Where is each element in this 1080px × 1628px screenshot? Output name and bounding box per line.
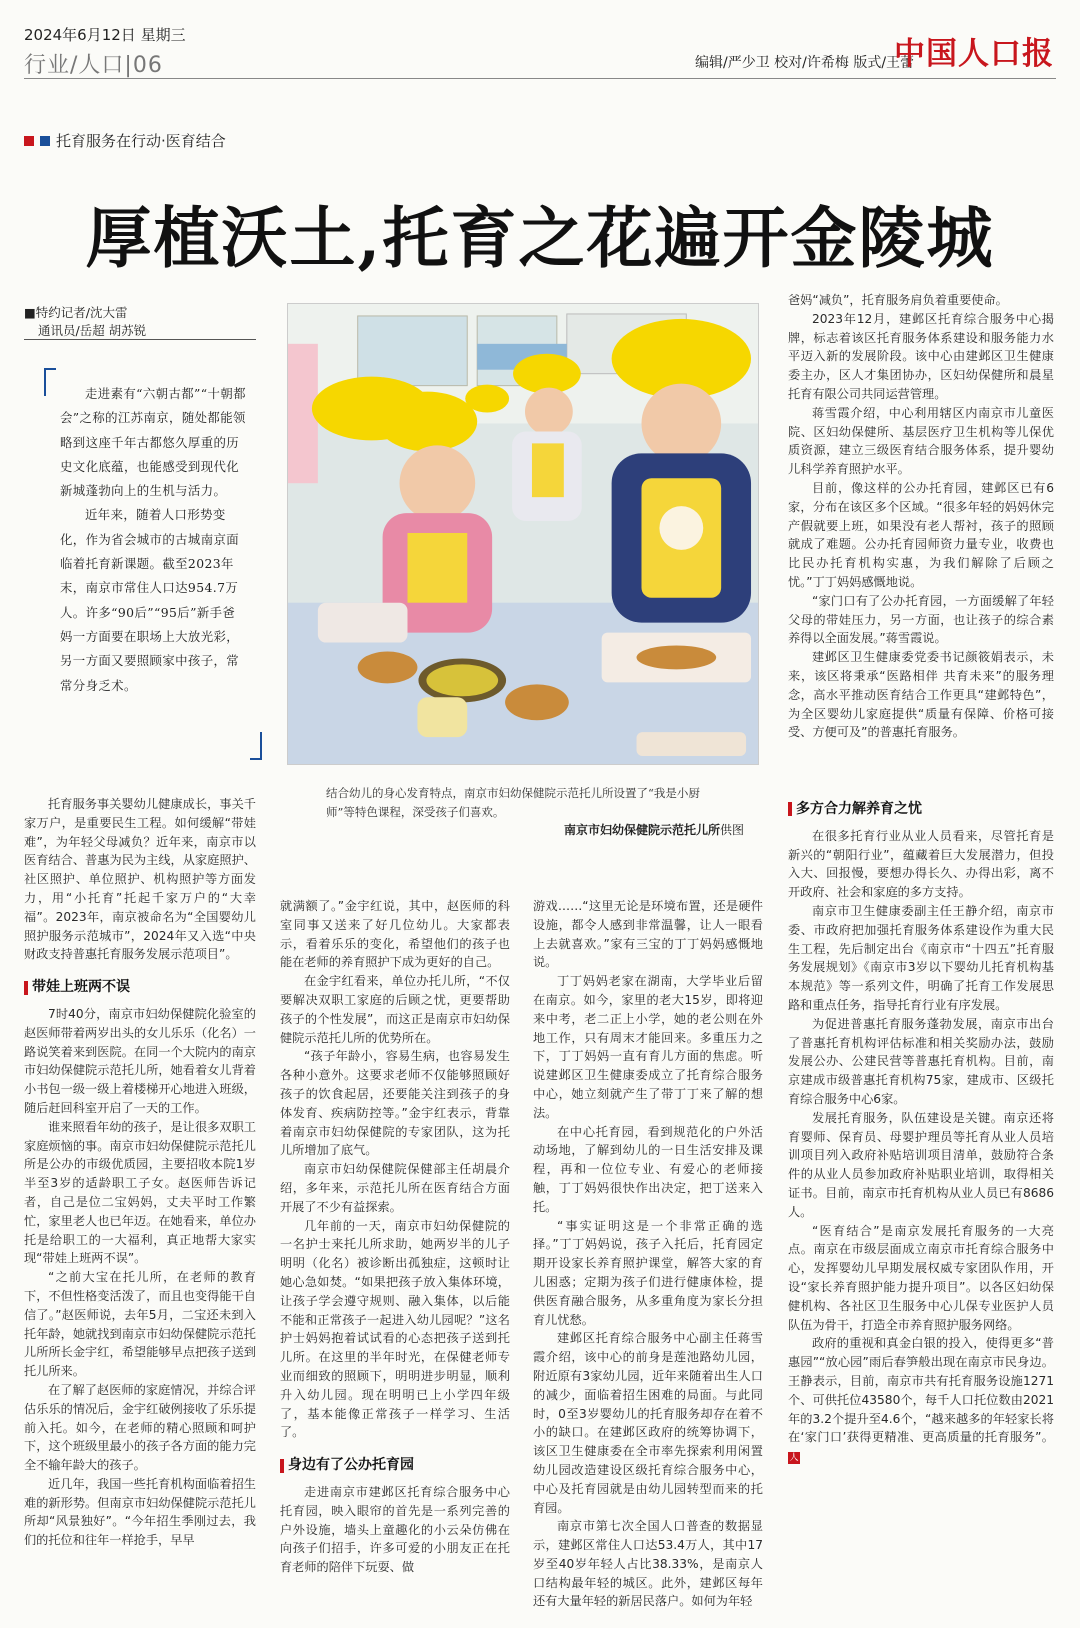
kids-cooking-photo bbox=[288, 304, 758, 764]
photo-caption: 结合幼儿的身心发育特点，南京市妇幼保健院示范托儿所设置了“我是小厨师”等特色课程，深受孩子们喜欢。 bbox=[326, 786, 700, 819]
paragraph: 建邺区卫生健康委党委书记颜筱娟表示，未来，该区将秉承“医路相伴 共育未来”的服务理念，高水平推动医育结合工作更具“建邺特色”，为全区婴幼儿家庭提供“质量有保障、价格可接受、方便可及”的普惠托育服务。 bbox=[788, 650, 1054, 740]
paragraph: 在很多托育行业从业人员看来，尽管托育是新兴的“朝阳行业”，蕴藏着巨大发展潜力，但投入大、回报慢，要想办得长久、办得出彩，离不开政府、社会和家庭的多方支持。 bbox=[788, 828, 1054, 900]
red-bar-icon bbox=[24, 981, 28, 995]
paragraph: 在了解了赵医师的家庭情况，并综合评估乐乐的情况后，金宇红破例接收了乐乐提前入托。如今，在老师的精心照顾和呵护下，这个班级里最小的孩子各方面的能力完全不输年龄大的孩子。 bbox=[24, 1382, 256, 1473]
red-bar-icon bbox=[280, 1459, 284, 1473]
bracket-bottom-right bbox=[250, 732, 262, 760]
photo-credit-org: 南京市妇幼保健院示范托儿所 bbox=[563, 823, 720, 837]
column-top-right bbox=[788, 291, 1054, 742]
last-paragraph-text: 政府的重视和真金白银的投入，使得更多“普惠园”“放心园”雨后春笋般出现在南京市民身边。王静表示，目前，南京市共有托育服务设施1271个、可供托位43580个，每千人口托位数由2021年的3.2个提升至4.6个，“越来越多的年轻家长将在‘家门口’获得更精准、更高质量的托育服务”。 bbox=[788, 1336, 1054, 1445]
subheading-2: 身边有了公办托育园 bbox=[280, 1456, 510, 1475]
kicker-text: 托育服务在行动·医育结合 bbox=[56, 132, 226, 150]
paragraph: 为促进普惠托育服务蓬勃发展，南京市出台了普惠托育机构评估标准和相关奖励办法，鼓励发展公办、公建民营等普惠托育机构。目前，南京建成市级普惠托育机构75家，建成市、区级托育综合服务中心6家。 bbox=[788, 1016, 1054, 1106]
paragraph: 2023年12月，建邺区托育综合服务中心揭牌，标志着该区托育服务体系建设和服务能力水平迈入新的发展阶段。该中心由建邺区卫生健康委主办，区人才集团协办，区妇幼保健所和晨星托育有限公司共同运营管理。 bbox=[788, 311, 1054, 401]
byline-rule bbox=[24, 339, 256, 340]
bracket-top-left bbox=[44, 368, 56, 396]
paragraph: 目前，像这样的公办托育园，建邺区已有6家，分布在该区多个区域。“很多年轻的妈妈休完产假就要上班，如果没有老人帮衬，孩子的照顾就成了难题。公办托育园师资力量专业，收费也比民办托育机构实惠，为我们解除了后顾之忧。”丁丁妈妈感慨地说。 bbox=[788, 480, 1054, 589]
byline-correspondents: 通讯员/岳超 胡苏锐 bbox=[38, 323, 147, 338]
headline: 厚植沃土,托育之花遍开金陵城 bbox=[85, 199, 995, 277]
blue-square-icon bbox=[40, 136, 50, 146]
photo-credit bbox=[564, 821, 744, 838]
lede-box bbox=[44, 368, 262, 760]
byline bbox=[24, 304, 146, 340]
paragraph: 就满额了。”金宇红说，其中，赵医师的科室同事又送来了好几位幼儿。大家都表示，看着乐乐的变化，希望他们的孩子也能在老师的养育照护下成为更好的自己。 bbox=[280, 899, 510, 970]
paragraph: 发展托育服务，队伍建设是关键。南京还将育婴师、保育员、母婴护理员等托育从业人员培训项目列入政府补贴培训项目清单，鼓励符合条件的从业人员参加政府补贴职业培训，取得相关证书。目前，南京市托育机构从业人员已有8686人。 bbox=[788, 1110, 1054, 1219]
page-date: 2024年6月12日 星期三 bbox=[24, 26, 186, 44]
lede-paragraph: 走进素有“六朝古都”“十朝都会”之称的江苏南京，随处都能领略到这座千年古都悠久厚重的历史文化底蕴，也能感受到现代化新城蓬勃向上的生机与活力。 bbox=[60, 386, 246, 499]
paragraph: 7时40分，南京市妇幼保健院化验室的赵医师带着两岁出头的女儿乐乐（化名）一路说笑着来到医院。在同一个大院内的南京市妇幼保健院示范托儿所，她看着女儿背着小书包一级一级上着楼梯开心地进入班级，随后赶回科室开启了一天的工作。 bbox=[24, 1006, 256, 1115]
paragraph bbox=[788, 1334, 1054, 1466]
header-rule bbox=[24, 78, 1056, 79]
paragraph: 几年前的一天，南京市妇幼保健院的一名护士来托儿所求助，她两岁半的儿子明明（化名）被诊断出孤独症，这顿时让她心急如焚。“如果把孩子放入集体环境，让孩子学会遵守规则、融入集体，以后能不能和正常孩子一起进入幼儿园呢？”这名护士妈妈抱着试试看的心态把孩子送到托儿所。在这里的半年时光，在保健老师专业而细致的照顾下，明明进步明显，顺利升入幼儿园。现在明明已上小学四年级了，基本能像正常孩子一样学习、生活了。 bbox=[280, 1218, 510, 1440]
paragraph: 在中心托育园，看到规范化的户外活动场地，了解到幼儿的一日生活安排及课程，再和一位位专业、有爱心的老师接触，丁丁妈妈很快作出决定，把丁送来入托。 bbox=[533, 1124, 763, 1214]
column-2 bbox=[280, 897, 510, 1577]
intro-paragraph: 托育服务事关婴幼儿健康成长，事关千家万户，是重要民生工程。如何缓解“带娃难”，为年轻父母减负？近年来，南京市以医育结合、普惠为民为主线，从家庭照护、社区照护、单位照护、机构照护等方面发力，用“小托育”托起千家万户的“大幸福”。2023年，南京被命名为“全国婴幼儿照护服务示范城市”，2024年又入选“中央财政支持普惠托育服务发展示范项目”。 bbox=[24, 797, 256, 962]
paragraph: 爸妈“减负”，托育服务肩负着重要使命。 bbox=[788, 293, 1008, 307]
paragraph: 南京市妇幼保健院保健部主任胡晨介绍，多年来，示范托儿所在医育结合方面开展了不少有益探索。 bbox=[280, 1162, 510, 1214]
photo bbox=[287, 303, 759, 765]
paragraph: 南京市卫生健康委副主任王静介绍，南京市委、市政府把加强托育服务体系建设作为重大民生工程，先后制定出台《南京市“十四五”托育服务发展规划》《南京市3岁以下婴幼儿托育机构基本规范》等一系列文件，明确了托育工作发展思路和重点任务，指导托育行业有序发展。 bbox=[788, 903, 1054, 1012]
kicker bbox=[24, 130, 226, 151]
paragraph: 建邺区托育综合服务中心副主任蒋雪霞介绍，该中心的前身是莲池路幼儿园，附近原有3家幼儿园，近年来随着出生人口的减少，面临着招生困难的局面。与此同时，0至3岁婴幼儿的托育服务却存在着不小的缺口。在建邺区政府的统筹协调下，该区卫生健康委在全市率先探索利用闲置幼儿园改造建设区级托育综合服务中心，中心及托育园就是由幼儿园转型而来的托育园。 bbox=[533, 1331, 763, 1515]
section-label: 行业/人口|06 bbox=[24, 53, 163, 78]
column-3 bbox=[533, 897, 763, 1611]
subheading-3: 多方合力解养育之忧 bbox=[788, 800, 1054, 819]
paragraph: 在金宇红看来，单位办托儿所，“不仅要解决双职工家庭的后顾之忧，更要帮助孩子的个性发展”，而这正是南京市妇幼保健院示范托儿所的优势所在。 bbox=[280, 974, 510, 1045]
lede-paragraph: 近年来，随着人口形势变化，作为省会城市的古城南京面临着托育新课题。截至2023年末，南京市常住人口达954.7万人。许多“90后”“95后”新手爸妈一方面要在职场上大放光彩，另一方面又要照顾家中孩子，常常分身乏术。 bbox=[60, 507, 240, 693]
paragraph: 蒋雪霞介绍，中心利用辖区内南京市儿童医院、区妇幼保健所、基层医疗卫生机构等儿保优质资源，建立三级医育结合服务体系，提升婴幼儿科学养育照护水平。 bbox=[788, 405, 1054, 477]
paragraph: 走进南京市建邺区托育综合服务中心托育园，映入眼帘的首先是一系列完善的户外设施，墙头上童趣化的小云朵仿佛在向孩子们招手，许多可爱的小朋友正在托育老师的陪伴下玩耍、做 bbox=[280, 1484, 510, 1575]
paragraph: 谁来照看年幼的孩子，是让很多双职工家庭烦恼的事。南京市妇幼保健院示范托儿所是公办的市级优质园，主要招收本院1岁半至3岁的适龄职工子女。赵医师告诉记者，自己是位二宝妈妈，丈夫平时工作繁忙，家里老人也已年迈。在她看来，单位办托是给职工的一大福利，真正地帮大家实现“带娃上班两不误”。 bbox=[24, 1119, 256, 1266]
paragraph: 丁丁妈妈老家在湖南，大学毕业后留在南京。如今，家里的老大15岁，即将迎来中考，老二正上小学，她的老公则在外地工作，只有周末才能回来。多重压力之下，丁丁妈妈一直有育儿方面的焦虑。听说建邺区卫生健康委成立了托育综合服务中心，她立刻就产生了带丁丁来了解的想法。 bbox=[533, 974, 763, 1120]
paragraph: 南京市第七次全国人口普查的数据显示，建邺区常住人口达53.4万人，其中17岁至40岁年轻人占比38.33%，是南京人口结构最年轻的城区。此外，建邺区每年还有大量年轻的新居民落户。如何为年轻 bbox=[533, 1519, 763, 1609]
paragraph: “医育结合”是南京发展托育服务的一大亮点。南京在市级层面成立南京市托育综合服务中心，发挥婴幼儿早期发展权威专家团队作用，开设“家长养育照护能力提升项目”。以各区妇幼保健机构、各社区卫生服务中心儿保专业医护人员队伍为骨干，打造全市养育照护服务网络。 bbox=[788, 1223, 1054, 1332]
photo-credit-suffix: 供图 bbox=[719, 823, 744, 837]
paragraph: 近几年，我国一些托育机构面临着招生难的新形势。但南京市妇幼保健院示范托儿所却“风景独好”。“今年招生季刚过去，我们的托位和往年一样抢手，早早 bbox=[24, 1476, 256, 1548]
staff-credits: 编辑/严少卫 校对/许希梅 版式/王蕾 bbox=[695, 55, 915, 71]
end-mark-icon: 人 bbox=[789, 1453, 799, 1464]
column-1 bbox=[24, 795, 256, 1550]
paragraph: “之前大宝在托儿所，在老师的教育下，不但性格变活泼了，而且也变得能干自信了。”赵医师说，去年5月，二宝还未到入托年龄，她就找到南京市妇幼保健院示范托儿所所长金宇红，希望能够早点把孩子送到托儿所来。 bbox=[24, 1270, 256, 1379]
newspaper-logo: 中国人口报 bbox=[894, 36, 1054, 72]
paragraph: 游戏……“这里无论是环境布置，还是硬件设施，都令人感到非常温馨，让人一眼看上去就喜欢。”家有三宝的丁丁妈妈感慨地说。 bbox=[533, 899, 763, 970]
paragraph: “事实证明这是一个非常正确的选择。”丁丁妈妈说，孩子入托后，托育园定期开设家长养育照护课堂，解答大家的育儿困惑；定期为孩子们进行健康体检，提供医育融合服务，从多重角度为家长分担育儿忧愁。 bbox=[533, 1218, 763, 1327]
column-4 bbox=[788, 800, 1054, 1466]
subheading-1: 带娃上班两不误 bbox=[24, 978, 256, 997]
red-bar-icon bbox=[788, 802, 792, 816]
paragraph: “孩子年龄小，容易生病，也容易发生各种小意外。这要求老师不仅能够照顾好孩子的饮食起居，还要能关注到孩子的身体发育、疾病防控等。”金宇红表示，背靠着南京市妇幼保健院的专家团队，这为托儿所增加了底气。 bbox=[280, 1049, 510, 1158]
byline-reporter: ■特约记者/沈大雷 bbox=[24, 305, 128, 320]
paragraph: “家门口有了公办托育园，一方面缓解了年轻父母的带娃压力，另一方面，也让孩子的综合素养得以全面发展。”蒋雪霞说。 bbox=[788, 593, 1054, 646]
red-square-icon bbox=[24, 136, 34, 146]
